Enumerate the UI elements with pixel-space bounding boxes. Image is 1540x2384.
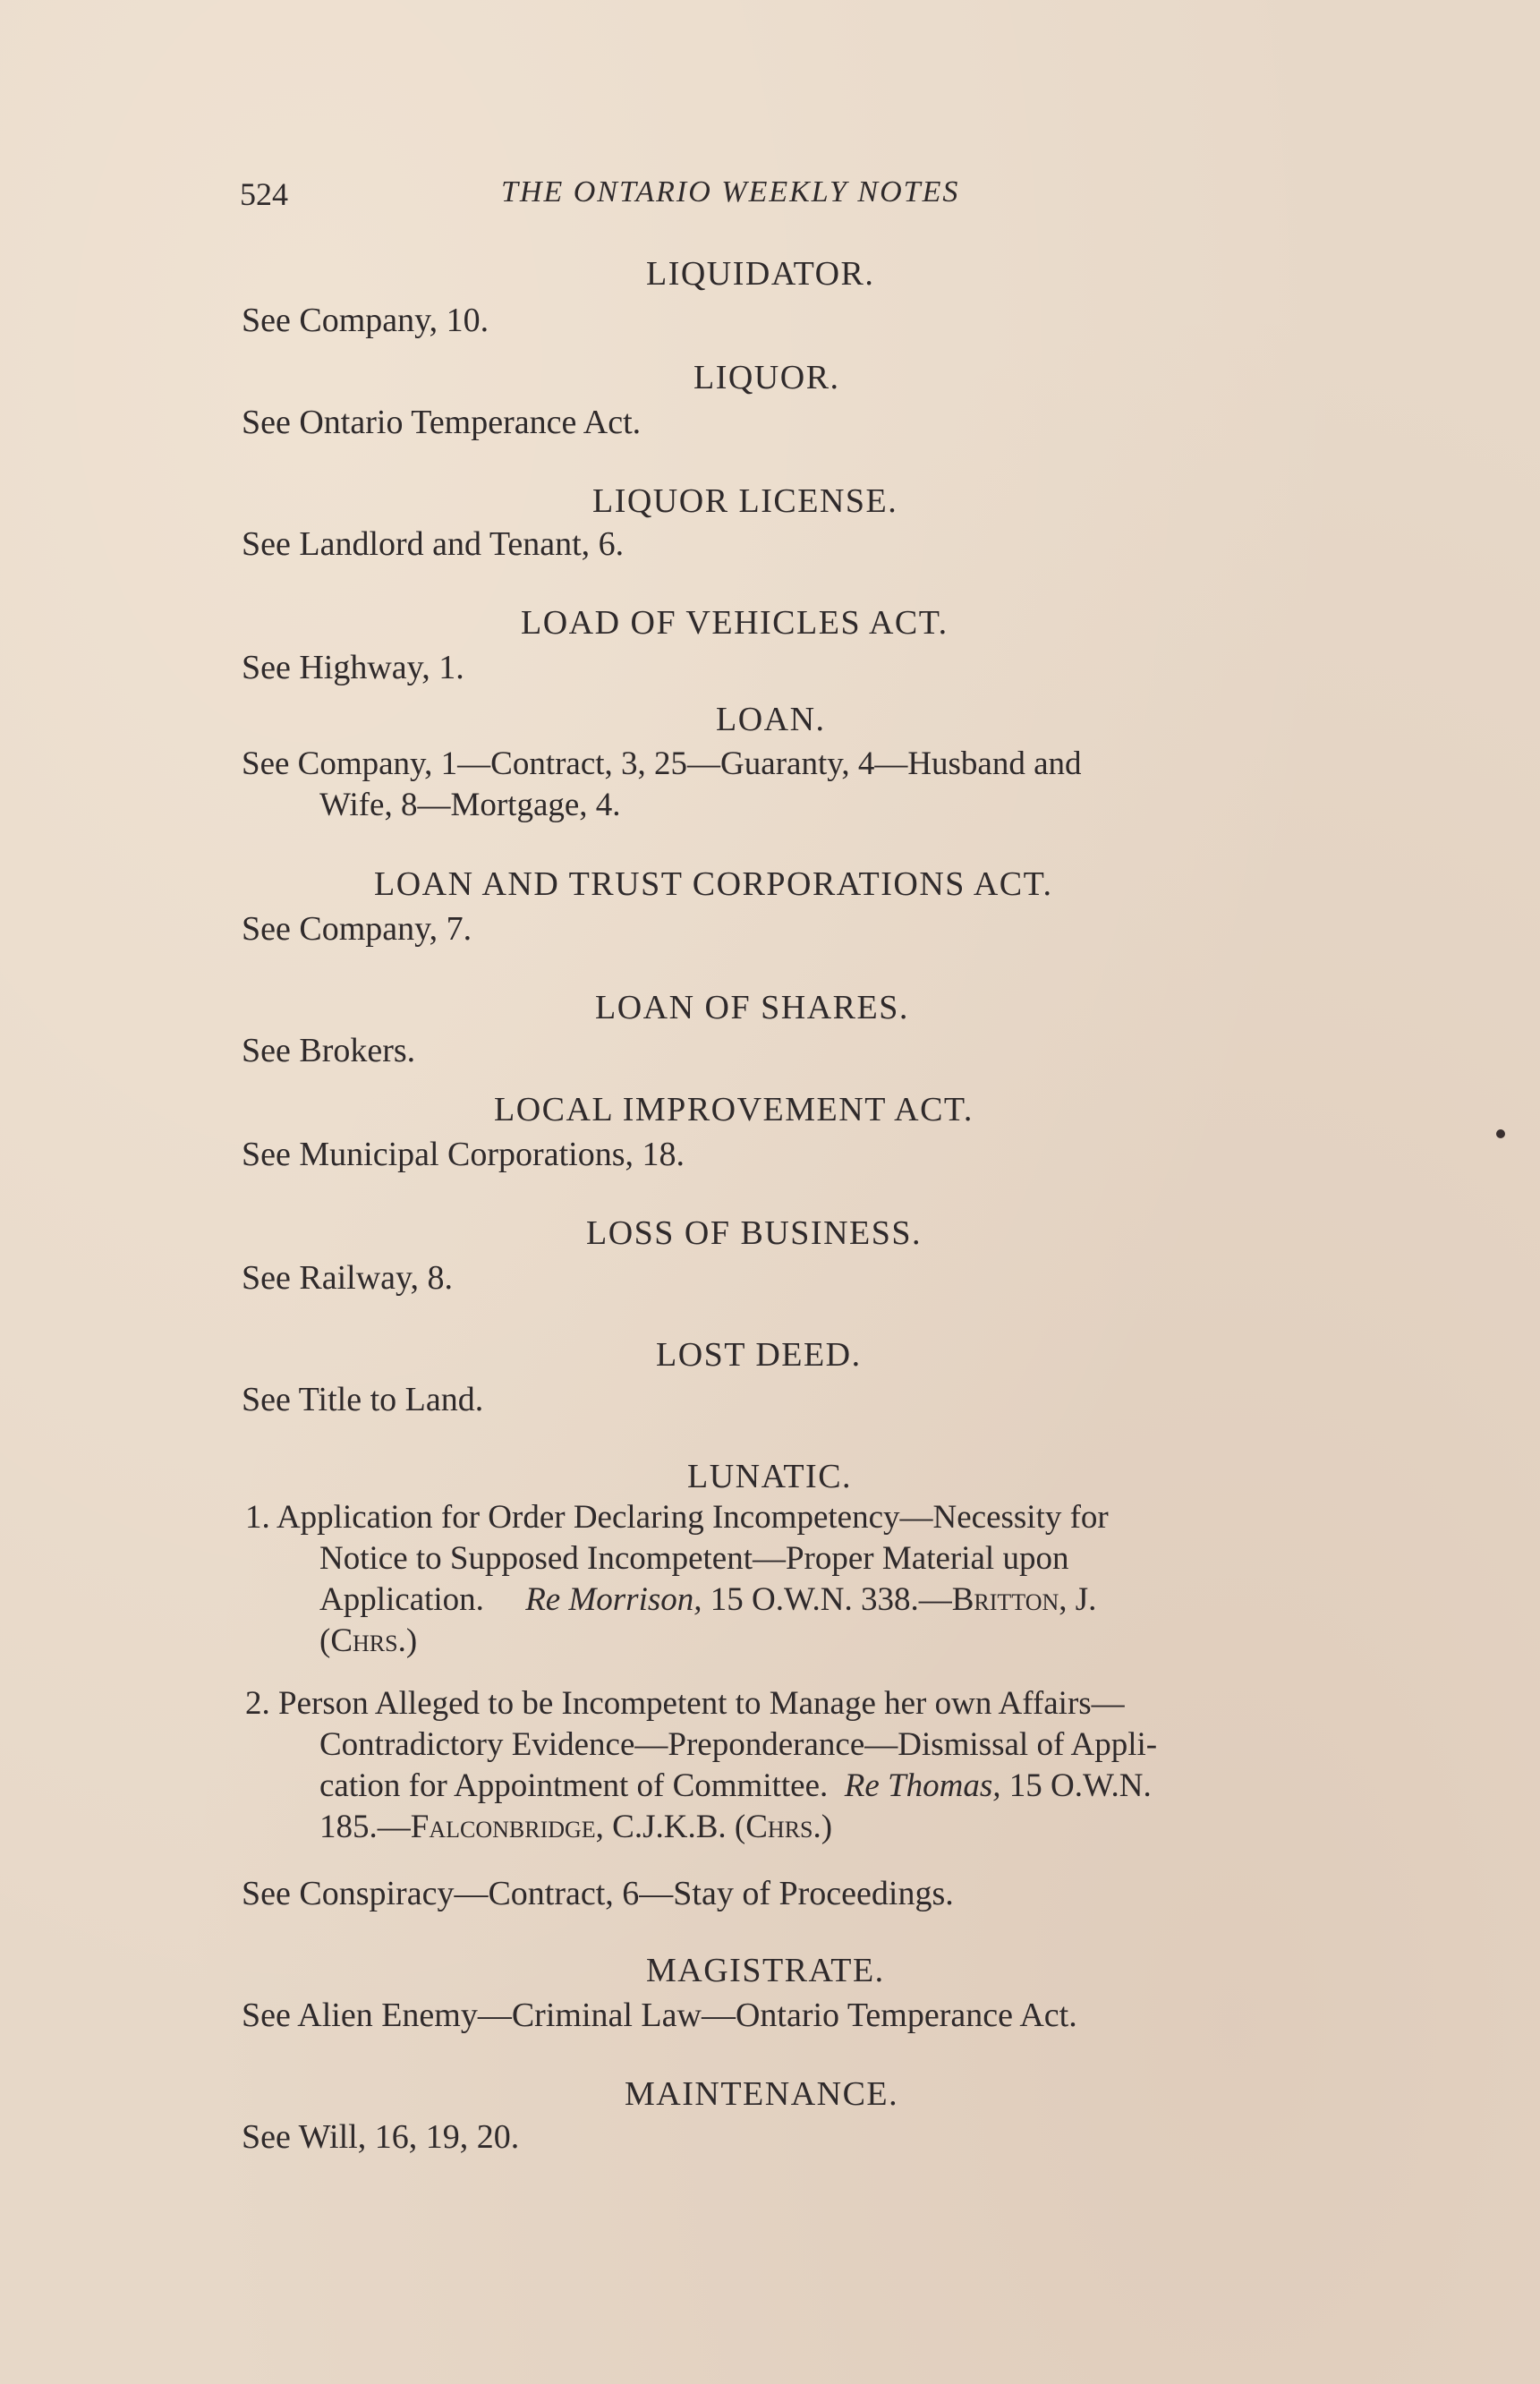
see-reference-continued: Wife, 8—Mortgage, 4. xyxy=(319,787,621,823)
citation: 185.— xyxy=(319,1809,411,1845)
citation: 15 O.W.N. 338.— xyxy=(710,1581,952,1618)
item-line: Notice to Supposed Incompetent—Proper Material upon xyxy=(319,1540,1069,1577)
see-reference: See Municipal Corporations, 18. xyxy=(242,1136,685,1173)
see-reference: See Company, 10. xyxy=(242,302,489,339)
heading-liquor-license: LIQUOR LICENSE. xyxy=(592,482,898,520)
item-line xyxy=(319,1808,832,1846)
heading-lost-deed: LOST DEED. xyxy=(656,1336,862,1374)
heading-lunatic: LUNATIC. xyxy=(687,1458,853,1495)
item-text: Application. xyxy=(319,1581,484,1618)
item-line: 2. Person Alleged to be Incompetent to Manage her own Affairs— xyxy=(245,1685,1125,1722)
item-line: 1. Application for Order Declaring Incompetency—Necessity for xyxy=(245,1499,1109,1536)
court-abbrev: Chrs. xyxy=(330,1622,406,1659)
see-reference: See Railway, 8. xyxy=(242,1259,454,1297)
ink-speck xyxy=(1496,1129,1505,1138)
heading-loss-of-business: LOSS OF BUSINESS. xyxy=(586,1214,922,1252)
judge-name: Falconbridge xyxy=(410,1809,596,1845)
court-abbrev: Chrs. xyxy=(745,1809,821,1845)
item-line xyxy=(319,1622,417,1660)
paren: ) xyxy=(821,1809,833,1845)
heading-magistrate: MAGISTRATE. xyxy=(646,1952,885,1989)
heading-maintenance: MAINTENANCE. xyxy=(625,2075,899,2113)
see-reference: See Conspiracy—Contract, 6—Stay of Proceedings. xyxy=(242,1875,954,1912)
item-text: cation for Appointment of Committee. xyxy=(319,1767,829,1804)
case-name: Re Thomas, xyxy=(844,1767,1001,1804)
judge-name: Britton xyxy=(951,1581,1059,1618)
paren: ( xyxy=(319,1622,331,1659)
heading-local-improvement-act: LOCAL IMPROVEMENT ACT. xyxy=(494,1091,974,1128)
heading-loan-of-shares: LOAN OF SHARES. xyxy=(595,989,909,1026)
case-name: Re Morrison, xyxy=(525,1581,702,1618)
running-title: THE ONTARIO WEEKLY NOTES xyxy=(501,175,960,209)
item-line xyxy=(319,1767,1152,1805)
heading-liquidator: LIQUIDATOR. xyxy=(646,255,875,293)
judge-title: , C.J.K.B. ( xyxy=(595,1809,746,1845)
see-reference: See Will, 16, 19, 20. xyxy=(242,2118,520,2156)
heading-liquor: LIQUOR. xyxy=(693,359,840,396)
item-line: Contradictory Evidence—Preponderance—Dismissal of Appli- xyxy=(319,1726,1158,1763)
see-reference: See Highway, 1. xyxy=(242,649,464,686)
judge-title: , J. xyxy=(1059,1581,1097,1618)
heading-loan-and-trust-corporations-act: LOAN AND TRUST CORPORATIONS ACT. xyxy=(374,865,1053,903)
citation: 15 O.W.N. xyxy=(1008,1767,1152,1804)
heading-load-of-vehicles-act: LOAD OF VEHICLES ACT. xyxy=(521,604,949,642)
page-number: 524 xyxy=(240,176,288,212)
item-line xyxy=(319,1580,1096,1619)
see-reference: See Ontario Temperance Act. xyxy=(242,404,642,441)
see-reference: See Company, 1—Contract, 3, 25—Guaranty, 4—Husband and xyxy=(242,745,1082,782)
heading-loan: LOAN. xyxy=(716,701,826,738)
see-reference: See Title to Land. xyxy=(242,1381,484,1418)
see-reference: See Brokers. xyxy=(242,1032,416,1069)
paren: ) xyxy=(405,1622,418,1659)
see-reference: See Landlord and Tenant, 6. xyxy=(242,525,625,563)
see-reference: See Company, 7. xyxy=(242,910,472,948)
see-reference: See Alien Enemy—Criminal Law—Ontario Temperance Act. xyxy=(242,1997,1077,2034)
